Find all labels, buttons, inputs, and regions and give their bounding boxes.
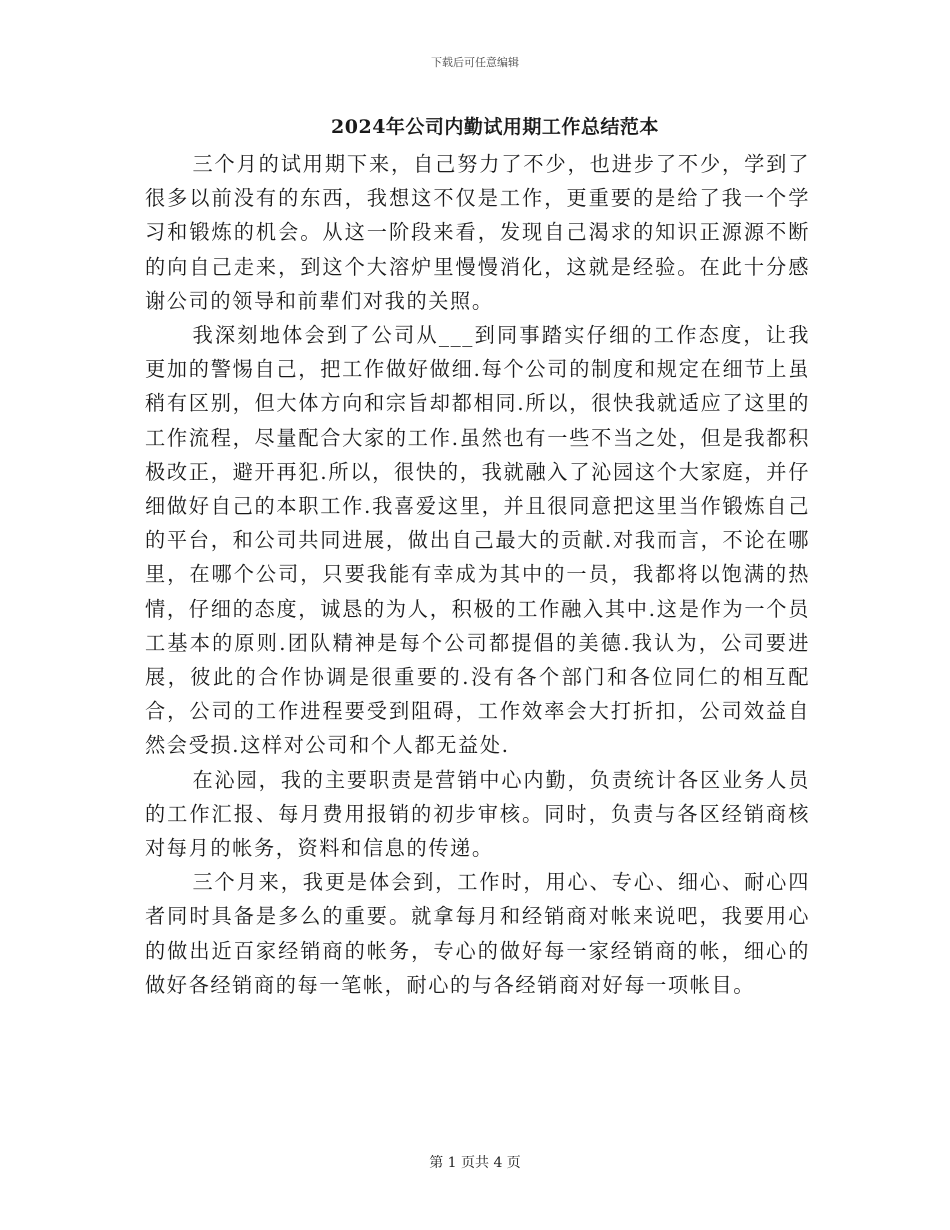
page-header-note: 下载后可任意编辑 [431,56,519,69]
document-title: 2024年公司内勤试用期工作总结范本 [331,116,659,138]
paragraph-4: 三个月来，我更是体会到，工作时，用心、专心、细心、耐心四者同时具备是多么的重要。就拿每月和经销商对帐来说吧，我要用心的做出近百家经销商的帐务，专心的做好每一家经销商的帐，细心的做好各经销商的每一笔帐，耐心的与各经销商对好每一项帐目。 [145,870,810,997]
document-body [145,147,810,1002]
paragraph-1: 三个月的试用期下来，自己努力了不少，也进步了不少，学到了很多以前没有的东西，我想这不仅是工作，更重要的是给了我一个学习和锻炼的机会。从这一阶段来看，发现自己渴求的知识正源源不断的向自己走来，到这个大溶炉里慢慢消化，这就是经验。在此十分感谢公司的领导和前辈们对我的关照。 [145,152,810,313]
paragraph-2: 我深刻地体会到了公司从___到同事踏实仔细的工作态度，让我更加的警惕自己，把工作做好做细.每个公司的制度和规定在细节上虽稍有区别，但大体方向和宗旨却都相同.所以，很快我就适应了这里的工作流程，尽量配合大家的工作.虽然也有一些不当之处，但是我都积极改正，避开再犯.所以，很快的，我就融入了沁园这个大家庭，并仔细做好自己的本职工作.我喜爱这里，并且很同意把这里当作锻炼自己的平台，和公司共同进展，做出自己最大的贡献.对我而言，不论在哪里，在哪个公司，只要我能有幸成为其中的一员，我都将以饱满的热情，仔细的态度，诚恳的为人，积极的工作融入其中.这是作为一个员工基本的原则.团队精神是每个公司都提倡的美德.我认为，公司要进展，彼此的合作协调是很重要的.没有各个部门和各位同仁的相互配合，公司的工作进程要受到阻碍，工作效率会大打折扣，公司效益自然会受损.这样对公司和个人都无益处. [145,323,810,758]
paragraph-3: 在沁园，我的主要职责是营销中心内勤，负责统计各区业务人员的工作汇报、每月费用报销的初步审核。同时，负责与各区经销商核对每月的帐务，资料和信息的传递。 [145,767,810,861]
page-number: 第 1 页共 4 页 [429,1155,521,1171]
